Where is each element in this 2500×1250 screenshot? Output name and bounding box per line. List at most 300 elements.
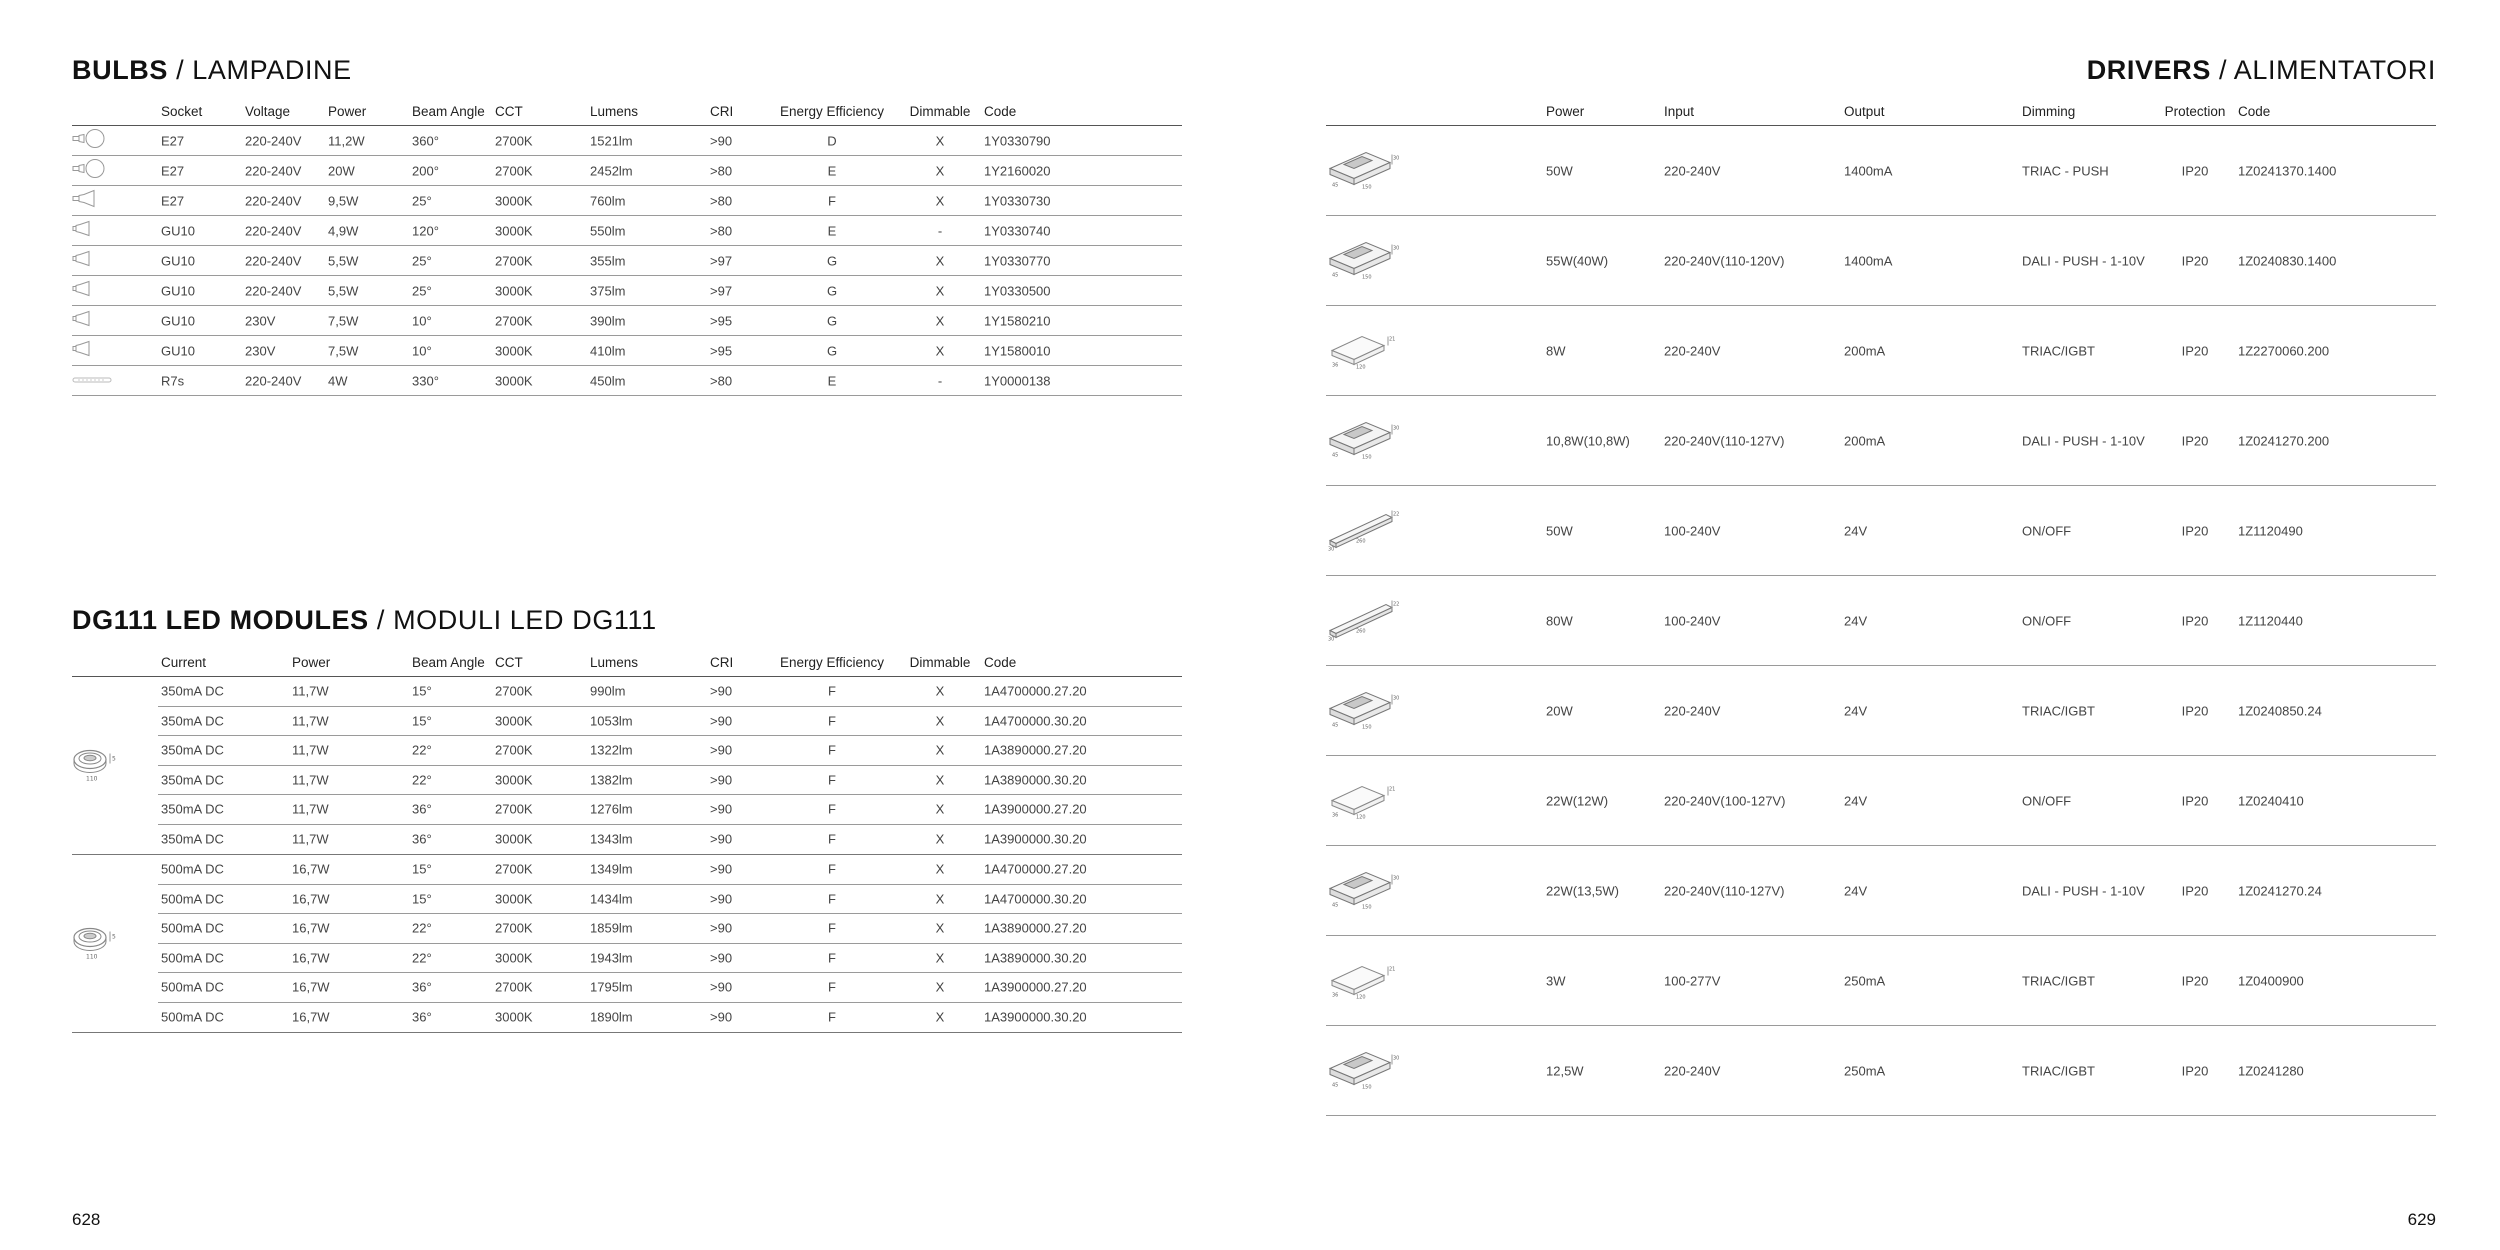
drivers-cell-input: 220-240V(110-120V) [1664, 253, 1785, 268]
drivers-cell-code: 1Z0240850.24 [2238, 703, 2322, 718]
drivers-cell-power: 3W [1546, 973, 1566, 988]
bulbs-cell-code: 1Y0330740 [984, 223, 1051, 238]
bulbs-cell-beam: 330° [412, 373, 439, 388]
drivers-cell-dimming: DALI - PUSH - 1-10V [2022, 433, 2145, 448]
modules-header-code: Code [984, 655, 1017, 670]
table-row [1326, 396, 2436, 486]
bulbs-cell-power: 5,5W [328, 253, 359, 268]
modules-cell-power: 11,7W [292, 772, 329, 788]
modules-cell-cri: >90 [710, 861, 733, 877]
svg-text:30: 30 [1393, 245, 1400, 251]
bulbs-cell-voltage: 230V [245, 343, 276, 358]
bulbs-cell-lumens: 375lm [590, 283, 626, 298]
bulbs-cell-power: 11,2W [328, 133, 365, 148]
svg-text:120: 120 [1356, 364, 1366, 370]
modules-cell-beam: 15° [412, 713, 432, 729]
bulbs-cell-power: 5,5W [328, 283, 359, 298]
drivers-cell-protection: IP20 [2181, 433, 2209, 448]
bulbs-cell-code: 1Y0330770 [984, 253, 1051, 268]
modules-cell-code: 1A3900000.27.20 [984, 979, 1087, 995]
bulbs-cell-code: 1Y1580210 [984, 313, 1051, 328]
modules-cell-power: 11,7W [292, 742, 329, 758]
modules-cell-eff: F [828, 742, 836, 758]
drivers-cell-input: 220-240V [1664, 343, 1721, 358]
drivers-cell-dimming: TRIAC/IGBT [2022, 343, 2095, 358]
modules-cell-dim: X [935, 920, 945, 936]
modules-cell-cri: >90 [710, 920, 733, 936]
bulbs-header-code: Code [984, 104, 1017, 119]
modules-cell-cri: >90 [710, 891, 733, 907]
drivers-header-dimming: Dimming [2022, 104, 2076, 119]
bulbs-cell-cct: 3000K [495, 373, 533, 388]
modules-cell-current: 500mA DC [161, 891, 224, 907]
modules-cell-lumens: 1343lm [590, 831, 633, 847]
modules-cell-cct: 2700K [495, 920, 533, 936]
bulbs-title [72, 55, 352, 86]
driver-box-icon [1326, 416, 1398, 465]
bulbs-header-dim: Dimmable [909, 104, 971, 119]
svg-text:45: 45 [1332, 272, 1339, 278]
driver-compact-icon [1326, 956, 1398, 1005]
bulbs-cell-cct: 2700K [495, 313, 533, 328]
modules-cell-cct: 2700K [495, 861, 533, 877]
drivers-cell-protection: IP20 [2181, 343, 2209, 358]
modules-cell-power: 11,7W [292, 801, 329, 817]
drivers-cell-power: 20W [1546, 703, 1573, 718]
modules-cell-dim: X [935, 979, 945, 995]
bulbs-cell-dim: X [935, 283, 945, 298]
bulbs-cell-socket: GU10 [161, 313, 195, 328]
bulbs-cell-eff: E [827, 223, 837, 238]
drivers-cell-output: 24V [1844, 703, 1868, 718]
modules-cell-current: 350mA DC [161, 772, 224, 788]
drivers-cell-power: 22W(12W) [1546, 793, 1609, 808]
drivers-cell-power: 22W(13,5W) [1546, 883, 1619, 898]
modules-cell-code: 1A3890000.27.20 [984, 742, 1087, 758]
modules-cell-cct: 3000K [495, 713, 533, 729]
bulbs-header-row [72, 96, 1182, 126]
modules-header-row [72, 647, 1182, 677]
bulbs-cell-dim: X [935, 193, 945, 208]
driver-compact-icon [1326, 326, 1398, 375]
bulbs-cell-dim: X [935, 313, 945, 328]
drivers-header-output: Output [1844, 104, 1885, 119]
modules-cell-lumens: 1859lm [590, 920, 633, 936]
modules-cell-lumens: 1890lm [590, 1009, 633, 1025]
led-module-icon [72, 923, 118, 964]
bulbs-cell-voltage: 220-240V [245, 253, 302, 268]
bulbs-header-power: Power [328, 104, 367, 119]
bulbs-cell-eff: G [826, 253, 838, 268]
modules-cell-lumens: 1943lm [590, 950, 633, 966]
bulbs-cell-socket: E27 [161, 163, 185, 178]
bulbs-header-voltage: Voltage [245, 104, 291, 119]
drivers-header-power: Power [1546, 104, 1585, 119]
drivers-cell-power: 50W [1546, 523, 1573, 538]
bulbs-title-light: / LAMPADINE [176, 55, 352, 85]
bulbs-cell-eff: E [827, 373, 837, 388]
drivers-cell-input: 100-277V [1664, 973, 1721, 988]
modules-cell-current: 350mA DC [161, 742, 224, 758]
modules-cell-beam: 22° [412, 950, 432, 966]
bulbs-cell-beam: 25° [412, 193, 432, 208]
svg-text:30: 30 [1393, 875, 1400, 881]
modules-header-cct: CCT [495, 655, 523, 670]
bulbs-cell-lumens: 550lm [590, 223, 626, 238]
svg-text:150: 150 [1362, 724, 1372, 730]
bulbs-cell-power: 9,5W [328, 193, 359, 208]
svg-text:150: 150 [1362, 274, 1372, 280]
modules-cell-beam: 22° [412, 772, 432, 788]
bulbs-cell-voltage: 220-240V [245, 373, 302, 388]
bulbs-cell-socket: R7s [161, 373, 185, 388]
modules-cell-beam: 22° [412, 920, 432, 936]
bulbs-cell-cri: >97 [710, 253, 733, 268]
bulbs-cell-socket: E27 [161, 133, 185, 148]
modules-cell-current: 350mA DC [161, 801, 224, 817]
modules-cell-dim: X [935, 683, 945, 699]
gu10-bulb-icon [72, 340, 94, 361]
table-row [1326, 306, 2436, 396]
modules-cell-cct: 3000K [495, 772, 533, 788]
modules-header-current: Current [161, 655, 207, 670]
drivers-cell-code: 1Z2270060.200 [2238, 343, 2330, 358]
drivers-cell-output: 24V [1844, 523, 1868, 538]
svg-text:30: 30 [1393, 695, 1400, 701]
drivers-cell-output: 24V [1844, 793, 1868, 808]
bulbs-cell-cri: >80 [710, 163, 733, 178]
drivers-cell-protection: IP20 [2181, 163, 2209, 178]
bulbs-cell-lumens: 450lm [590, 373, 626, 388]
modules-cell-current: 500mA DC [161, 920, 224, 936]
modules-cell-cct: 3000K [495, 891, 533, 907]
table-row [158, 825, 1182, 855]
drivers-cell-code: 1Z1120490 [2238, 523, 2303, 538]
bulbs-cell-beam: 120° [412, 223, 439, 238]
modules-cell-current: 350mA DC [161, 713, 224, 729]
bulbs-cell-socket: GU10 [161, 253, 195, 268]
modules-header-cri: CRI [710, 655, 734, 670]
modules-cell-code: 1A4700000.30.20 [984, 891, 1087, 907]
modules-title-bold: DG111 LED MODULES [72, 605, 369, 635]
modules-cell-code: 1A3890000.30.20 [984, 772, 1087, 788]
table-row [158, 855, 1182, 885]
modules-cell-code: 1A3900000.30.20 [984, 1009, 1087, 1025]
modules-cell-dim: X [935, 713, 945, 729]
modules-cell-power: 11,7W [292, 683, 329, 699]
bulbs-cell-code: 1Y2160020 [984, 163, 1051, 178]
modules-cell-lumens: 1795lm [590, 979, 633, 995]
modules-cell-dim: X [935, 861, 945, 877]
drivers-title-bold: DRIVERS [2086, 55, 2211, 85]
bulbs-cell-power: 7,5W [328, 343, 359, 358]
drivers-cell-protection: IP20 [2181, 253, 2209, 268]
modules-cell-lumens: 1322lm [590, 742, 633, 758]
modules-cell-current: 500mA DC [161, 950, 224, 966]
svg-text:260: 260 [1356, 628, 1366, 634]
modules-cell-code: 1A4700000.27.20 [984, 861, 1087, 877]
svg-text:150: 150 [1362, 1084, 1372, 1090]
svg-text:45: 45 [1332, 452, 1339, 458]
drivers-cell-protection: IP20 [2181, 613, 2209, 628]
drivers-cell-output: 24V [1844, 883, 1868, 898]
table-row [158, 885, 1182, 915]
bulbs-cell-code: 1Y1580010 [984, 343, 1051, 358]
table-row [1326, 576, 2436, 666]
drivers-cell-protection: IP20 [2181, 1063, 2209, 1078]
bulbs-cell-eff: G [826, 283, 838, 298]
modules-cell-cri: >90 [710, 742, 733, 758]
modules-cell-eff: F [828, 861, 836, 877]
drivers-cell-input: 220-240V [1664, 1063, 1721, 1078]
drivers-cell-input: 220-240V [1664, 703, 1721, 718]
table-row [72, 336, 1182, 366]
bulbs-cell-voltage: 230V [245, 313, 276, 328]
table-row [158, 973, 1182, 1003]
svg-text:150: 150 [1362, 184, 1372, 190]
svg-text:45: 45 [1332, 182, 1339, 188]
table-row [1326, 936, 2436, 1026]
module-group [72, 855, 1182, 1033]
bulbs-cell-power: 20W [328, 163, 355, 178]
bulbs-cell-voltage: 220-240V [245, 193, 302, 208]
table-row [1326, 126, 2436, 216]
drivers-cell-dimming: ON/OFF [2022, 613, 2072, 628]
led-module-icon [72, 745, 118, 786]
modules-cell-cri: >90 [710, 979, 733, 995]
drivers-header-protection: Protection [2164, 104, 2226, 119]
table-row [158, 914, 1182, 944]
bulbs-cell-eff: G [826, 343, 838, 358]
modules-header-eff: Energy Efficiency [779, 655, 885, 670]
svg-text:30: 30 [1328, 636, 1335, 642]
svg-text:120: 120 [1356, 814, 1366, 820]
drivers-cell-code: 1Z0241280 [2238, 1063, 2304, 1078]
bulbs-cell-cct: 3000K [495, 283, 533, 298]
driver-box-icon [1326, 1046, 1398, 1095]
bulbs-cell-voltage: 220-240V [245, 223, 302, 238]
drivers-cell-input: 100-240V [1664, 523, 1721, 538]
driver-compact-icon [1326, 776, 1398, 825]
drivers-cell-code: 1Z0240410 [2238, 793, 2304, 808]
bulbs-cell-cct: 3000K [495, 223, 533, 238]
modules-title-light: / MODULI LED DG111 [376, 605, 657, 635]
drivers-header-input: Input [1664, 104, 1695, 119]
bulbs-header-cct: CCT [495, 104, 523, 119]
modules-cell-beam: 15° [412, 683, 432, 699]
table-row [1326, 486, 2436, 576]
bulbs-cell-cct: 3000K [495, 193, 533, 208]
table-row [1326, 846, 2436, 936]
driver-slim-icon [1326, 506, 1398, 555]
modules-cell-cct: 2700K [495, 683, 533, 699]
drivers-cell-dimming: TRIAC/IGBT [2022, 1063, 2095, 1078]
table-row [72, 246, 1182, 276]
modules-cell-eff: F [828, 891, 836, 907]
modules-cell-lumens: 990lm [590, 683, 626, 699]
bulbs-cell-power: 4W [328, 373, 348, 388]
modules-cell-current: 500mA DC [161, 861, 224, 877]
drivers-cell-code: 1Z0240830.1400 [2238, 253, 2337, 268]
drivers-cell-protection: IP20 [2181, 793, 2209, 808]
svg-text:260: 260 [1356, 538, 1366, 544]
drivers-cell-power: 8W [1546, 343, 1566, 358]
modules-cell-beam: 36° [412, 979, 432, 995]
table-row [72, 156, 1182, 186]
modules-cell-lumens: 1053lm [590, 713, 633, 729]
modules-cell-cct: 2700K [495, 742, 533, 758]
bulbs-header-beam: Beam Angle [412, 104, 485, 119]
drivers-cell-protection: IP20 [2181, 973, 2209, 988]
modules-cell-code: 1A4700000.27.20 [984, 683, 1087, 699]
modules-cell-current: 500mA DC [161, 1009, 224, 1025]
modules-cell-current: 350mA DC [161, 683, 224, 699]
modules-cell-cri: >90 [710, 831, 733, 847]
modules-cell-power: 16,7W [292, 979, 330, 995]
modules-cell-beam: 15° [412, 861, 432, 877]
modules-cell-dim: X [935, 801, 945, 817]
svg-text:150: 150 [1362, 904, 1372, 910]
bulbs-cell-code: 1Y0330790 [984, 133, 1051, 148]
modules-cell-eff: F [828, 772, 836, 788]
modules-cell-cri: >90 [710, 713, 733, 729]
bulbs-cell-lumens: 410lm [590, 343, 626, 358]
modules-cell-power: 16,7W [292, 950, 330, 966]
bulbs-header-lumens: Lumens [590, 104, 639, 119]
bulbs-cell-voltage: 220-240V [245, 163, 302, 178]
svg-text:30: 30 [1393, 425, 1400, 431]
drivers-cell-dimming: DALI - PUSH - 1-10V [2022, 253, 2145, 268]
bulbs-cell-dim: - [937, 223, 943, 238]
svg-text:36: 36 [1332, 812, 1339, 818]
modules-cell-cct: 2700K [495, 979, 533, 995]
gu10-bulb-icon [72, 280, 94, 301]
drivers-cell-input: 220-240V(110-127V) [1664, 883, 1785, 898]
bulbs-table [72, 96, 1182, 396]
table-row [158, 766, 1182, 796]
modules-title [72, 605, 657, 636]
svg-text:22: 22 [1393, 511, 1400, 517]
bulbs-cell-beam: 25° [412, 283, 432, 298]
modules-cell-eff: F [828, 920, 836, 936]
svg-text:21: 21 [1389, 966, 1396, 972]
modules-cell-cri: >90 [710, 950, 733, 966]
modules-cell-code: 1A3900000.30.20 [984, 831, 1087, 847]
bulbs-cell-dim: - [937, 373, 943, 388]
globe-bulb-icon [72, 159, 108, 182]
drivers-cell-dimming: TRIAC/IGBT [2022, 973, 2095, 988]
bulbs-cell-cri: >80 [710, 223, 733, 238]
modules-cell-power: 16,7W [292, 920, 330, 936]
bulbs-cell-dim: X [935, 343, 945, 358]
modules-cell-cct: 3000K [495, 1009, 533, 1025]
bulbs-cell-socket: GU10 [161, 223, 195, 238]
bulbs-cell-cct: 2700K [495, 133, 533, 148]
modules-cell-cri: >90 [710, 683, 733, 699]
bulbs-cell-code: 1Y0330730 [984, 193, 1051, 208]
table-row [158, 677, 1182, 707]
modules-header-power: Power [292, 655, 331, 670]
table-row [72, 216, 1182, 246]
svg-text:30: 30 [1328, 546, 1335, 552]
bulbs-cell-lumens: 390lm [590, 313, 626, 328]
drivers-cell-protection: IP20 [2181, 703, 2209, 718]
bulbs-cell-eff: F [828, 193, 836, 208]
svg-text:45: 45 [1332, 1082, 1339, 1088]
bulbs-cell-cri: >95 [710, 313, 733, 328]
bulbs-cell-socket: E27 [161, 193, 185, 208]
modules-cell-dim: X [935, 831, 945, 847]
modules-cell-dim: X [935, 772, 945, 788]
bulbs-cell-socket: GU10 [161, 343, 195, 358]
modules-cell-lumens: 1382lm [590, 772, 633, 788]
bulbs-cell-socket: GU10 [161, 283, 195, 298]
drivers-cell-output: 200mA [1844, 343, 1886, 358]
drivers-cell-power: 55W(40W) [1546, 253, 1609, 268]
page-number-right: 629 [2407, 1210, 2436, 1229]
bulbs-cell-beam: 10° [412, 313, 432, 328]
table-row [158, 1003, 1182, 1033]
bulbs-cell-cri: >97 [710, 283, 733, 298]
modules-cell-dim: X [935, 1009, 945, 1025]
gu10-bulb-icon [72, 310, 94, 331]
drivers-cell-input: 100-240V [1664, 613, 1721, 628]
svg-text:5: 5 [112, 755, 116, 762]
gu10-bulb-icon [72, 220, 94, 241]
drivers-cell-power: 50W [1546, 163, 1573, 178]
modules-cell-beam: 36° [412, 801, 432, 817]
table-row [158, 795, 1182, 825]
bulbs-cell-cri: >90 [710, 133, 733, 148]
table-row [1326, 216, 2436, 306]
drivers-cell-output: 250mA [1844, 1063, 1886, 1078]
modules-cell-code: 1A4700000.30.20 [984, 713, 1087, 729]
modules-cell-cri: >90 [710, 1009, 733, 1025]
bulbs-cell-dim: X [935, 133, 945, 148]
bulbs-cell-eff: E [827, 163, 837, 178]
driver-box-icon [1326, 866, 1398, 915]
bulbs-cell-beam: 200° [412, 163, 439, 178]
bulbs-cell-lumens: 2452lm [590, 163, 633, 178]
bulbs-cell-lumens: 760lm [590, 193, 626, 208]
svg-text:21: 21 [1389, 336, 1396, 342]
bulbs-cell-lumens: 1521lm [590, 133, 633, 148]
svg-text:30: 30 [1393, 155, 1400, 161]
bulbs-cell-eff: G [826, 313, 838, 328]
bulbs-header-socket: Socket [161, 104, 203, 119]
drivers-cell-output: 250mA [1844, 973, 1886, 988]
drivers-cell-output: 24V [1844, 613, 1868, 628]
bulbs-cell-cri: >80 [710, 193, 733, 208]
driver-box-icon [1326, 146, 1398, 195]
modules-cell-power: 16,7W [292, 891, 330, 907]
driver-box-icon [1326, 686, 1398, 735]
module-group [72, 677, 1182, 855]
bulbs-cell-cct: 2700K [495, 253, 533, 268]
drivers-cell-protection: IP20 [2181, 523, 2209, 538]
drivers-table [1326, 96, 2436, 1116]
drivers-cell-code: 1Z1120440 [2238, 613, 2303, 628]
modules-cell-cct: 2700K [495, 801, 533, 817]
modules-cell-eff: F [828, 713, 836, 729]
svg-text:120: 120 [1356, 994, 1366, 1000]
modules-cell-beam: 36° [412, 831, 432, 847]
svg-text:110: 110 [86, 953, 98, 960]
drivers-cell-dimming: TRIAC - PUSH [2022, 163, 2109, 178]
drivers-cell-code: 1Z0241270.200 [2238, 433, 2330, 448]
modules-table [72, 647, 1182, 1033]
modules-cell-code: 1A3890000.27.20 [984, 920, 1087, 936]
